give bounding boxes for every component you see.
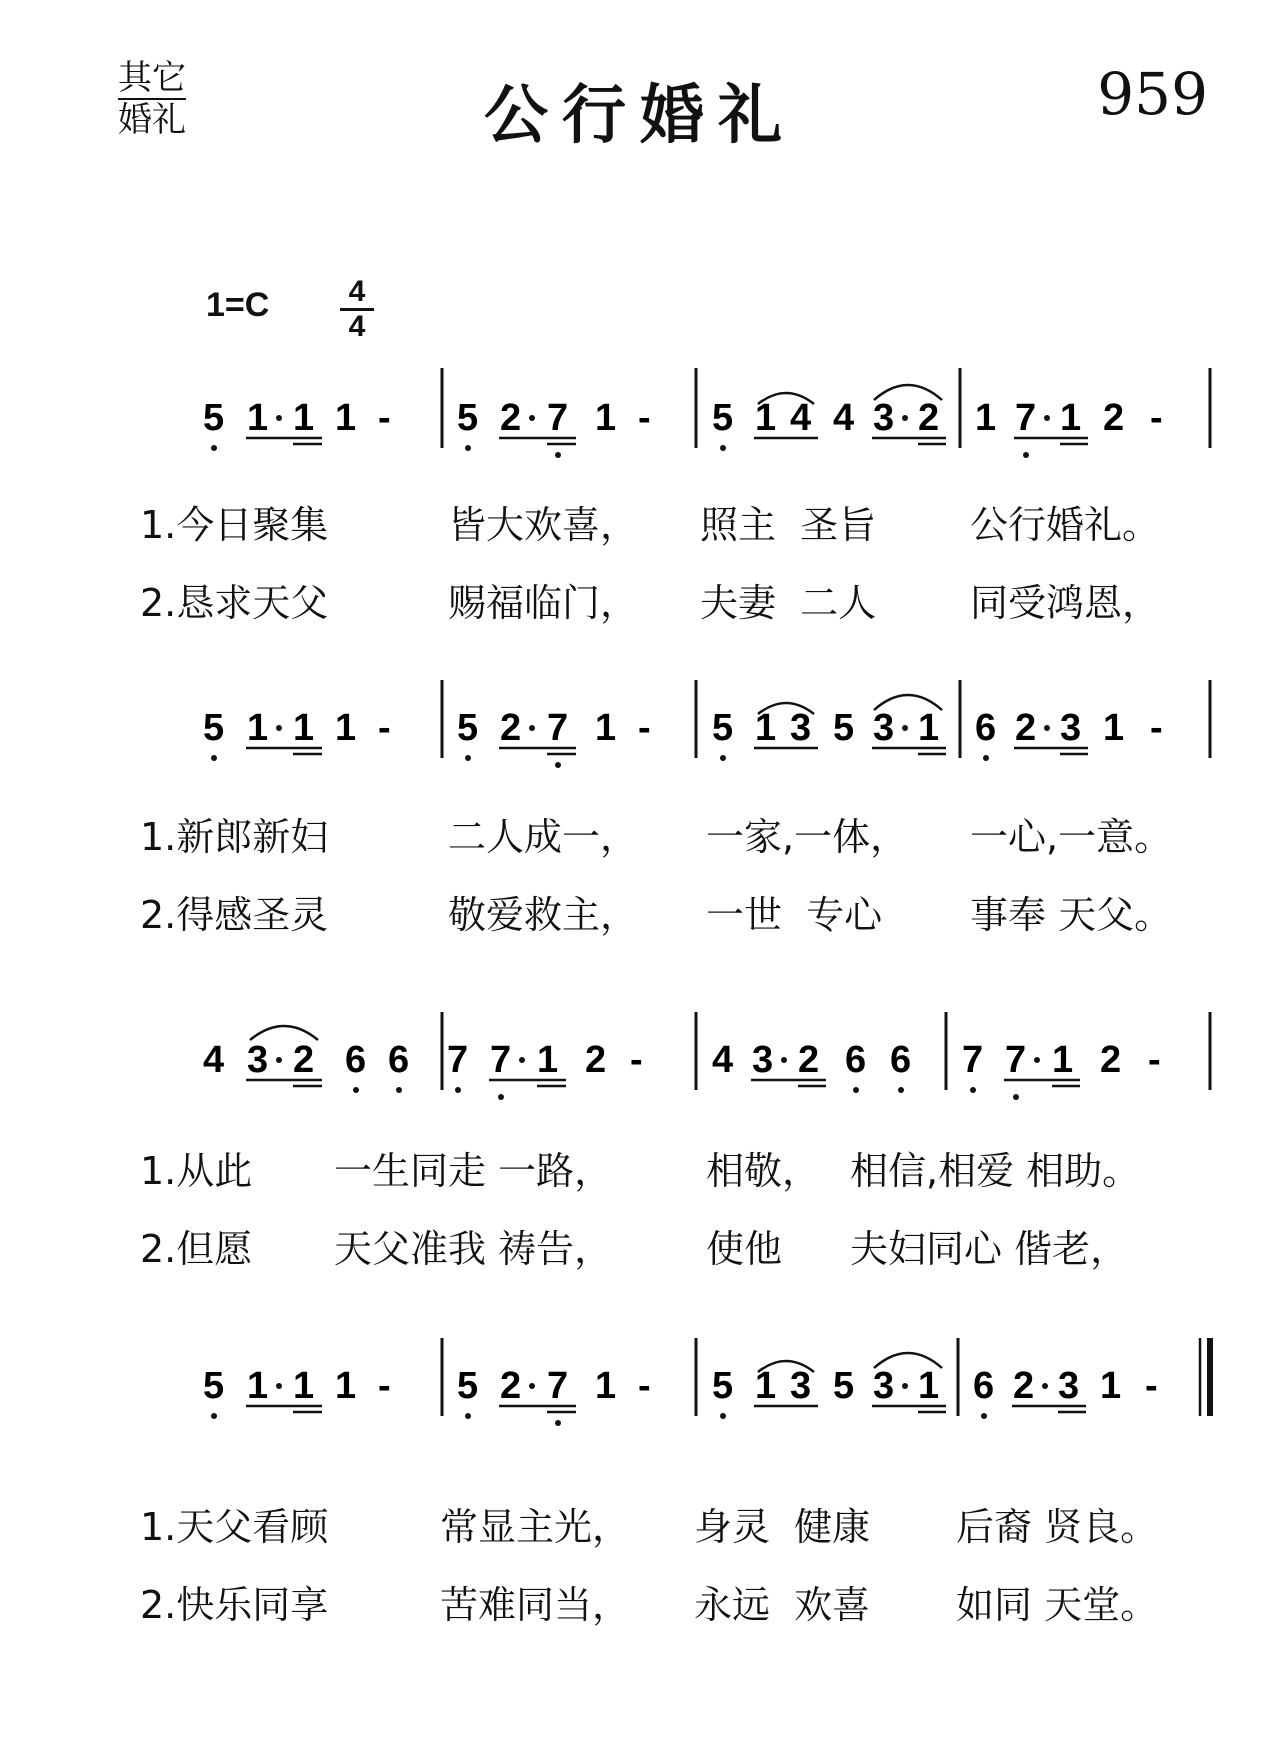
svg-text:-: - <box>638 397 651 439</box>
system-1 <box>203 368 1210 458</box>
svg-text:1: 1 <box>247 707 269 749</box>
svg-text:7: 7 <box>490 1039 512 1081</box>
svg-text:-: - <box>378 1365 391 1407</box>
svg-text:4: 4 <box>790 397 812 439</box>
svg-text:5: 5 <box>203 1365 225 1407</box>
svg-text:7: 7 <box>547 1365 569 1407</box>
svg-text:4: 4 <box>712 1039 734 1081</box>
svg-text:3: 3 <box>790 707 812 749</box>
lyric-s3-v2-m3: 使他 <box>706 1227 783 1271</box>
lyric-s2-v2-m3: 一世 专心 <box>706 893 883 937</box>
svg-text:2: 2 <box>293 1039 315 1081</box>
svg-text:2: 2 <box>798 1039 820 1081</box>
system-3 <box>203 1012 1210 1100</box>
svg-text:2: 2 <box>918 397 940 439</box>
svg-text:3: 3 <box>873 707 895 749</box>
svg-text:7: 7 <box>962 1039 984 1081</box>
svg-text:5: 5 <box>712 1365 734 1407</box>
lyric-s4-v1-m1: 1.天父看顾 <box>140 1505 329 1549</box>
svg-text:5: 5 <box>712 707 734 749</box>
lyric-s3-v2-m2: 天父准我 祷告， <box>334 1227 613 1271</box>
lyric-s2-v1-m1: 1.新郎新妇 <box>140 815 329 859</box>
note: 1 <box>293 397 315 439</box>
lyric-s3-v2-m4: 夫妇同心 偕老， <box>850 1227 1129 1271</box>
lyric-s2-v2-m2: 敬爱救主， <box>448 893 639 937</box>
svg-text:3: 3 <box>1060 707 1082 749</box>
lyric-s1-v1-m2: 皆大欢喜， <box>448 503 639 547</box>
time-signature-top: 4 <box>340 276 374 311</box>
time-signature-bottom: 4 <box>348 310 366 343</box>
lyric-s4-v1-m3: 身灵 健康 <box>694 1505 871 1549</box>
lyric-s4-v2-m4: 如同 天堂。 <box>956 1583 1159 1627</box>
svg-text:1: 1 <box>755 1365 777 1407</box>
svg-text:6: 6 <box>975 707 997 749</box>
svg-text:3: 3 <box>1058 1365 1080 1407</box>
lyric-s1-v2-m3: 夫妻 二人 <box>700 581 877 625</box>
lyric-s2-v1-m2: 二人成一， <box>448 815 639 859</box>
note: 1 <box>335 397 357 439</box>
svg-text:1: 1 <box>335 1365 357 1407</box>
svg-text:6: 6 <box>345 1039 367 1081</box>
svg-text:5: 5 <box>833 707 855 749</box>
svg-text:5: 5 <box>457 707 479 749</box>
svg-text:1: 1 <box>1060 397 1082 439</box>
lyric-s3-v1-m3: 相敬， <box>706 1149 821 1193</box>
lyric-s3-v1-m4: 相信,相爱 相助。 <box>850 1149 1141 1193</box>
svg-text:-: - <box>638 1365 651 1407</box>
svg-text:3: 3 <box>873 397 895 439</box>
lyric-s3-v1-m2: 一生同走 一路， <box>334 1149 613 1193</box>
category-line1: 其它 <box>118 58 186 98</box>
lyric-s1-v2-m4: 同受鸿恩， <box>970 581 1161 625</box>
svg-text:1: 1 <box>293 1365 315 1407</box>
svg-text:-: - <box>378 707 391 749</box>
svg-text:2: 2 <box>1015 707 1037 749</box>
lyric-s2-v1-m3: 一家,一体， <box>706 815 909 859</box>
svg-text:1: 1 <box>1052 1039 1074 1081</box>
key-signature: 1=C <box>206 286 270 324</box>
svg-text:1: 1 <box>595 397 617 439</box>
svg-text:3: 3 <box>873 1365 895 1407</box>
svg-text:1: 1 <box>335 707 357 749</box>
lyric-s1-v2-m2: 赐福临门， <box>448 581 639 625</box>
svg-text:-: - <box>1150 397 1163 439</box>
svg-text:5: 5 <box>457 1365 479 1407</box>
svg-text:2: 2 <box>1013 1365 1035 1407</box>
svg-text:2: 2 <box>1103 397 1125 439</box>
svg-text:2: 2 <box>585 1039 607 1081</box>
note: 5 <box>203 397 225 439</box>
svg-text:6: 6 <box>388 1039 410 1081</box>
svg-text:-: - <box>638 707 651 749</box>
svg-text:-: - <box>1145 1365 1158 1407</box>
svg-text:4: 4 <box>203 1039 225 1081</box>
svg-text:3: 3 <box>247 1039 269 1081</box>
lyric-s3-v2-m1: 2.但愿 <box>140 1227 253 1271</box>
lyric-s4-v2-m2: 苦难同当， <box>440 1583 631 1627</box>
svg-text:1: 1 <box>1100 1365 1122 1407</box>
svg-text:1: 1 <box>595 707 617 749</box>
svg-text:1: 1 <box>595 1365 617 1407</box>
svg-text:2: 2 <box>500 707 522 749</box>
page-title: 公行婚礼 <box>484 79 796 153</box>
svg-text:1: 1 <box>975 397 997 439</box>
system-2 <box>203 680 1210 768</box>
note: - <box>378 397 391 439</box>
svg-text:7: 7 <box>547 707 569 749</box>
svg-text:2: 2 <box>1100 1039 1122 1081</box>
lyric-s4-v2-m3: 永远 欢喜 <box>694 1583 871 1627</box>
svg-text:1: 1 <box>1103 707 1125 749</box>
svg-text:1: 1 <box>247 1365 269 1407</box>
svg-text:-: - <box>630 1039 643 1081</box>
lyric-s4-v2-m1: 2.快乐同享 <box>140 1583 329 1627</box>
svg-text:5: 5 <box>833 1365 855 1407</box>
lyric-s2-v1-m4: 一心,一意。 <box>970 815 1173 859</box>
svg-text:1: 1 <box>918 707 940 749</box>
svg-text:1: 1 <box>755 397 777 439</box>
svg-text:4: 4 <box>833 397 855 439</box>
lyric-s3-v1-m1: 1.从此 <box>140 1149 253 1193</box>
lyric-s4-v1-m2: 常显主光， <box>440 1505 631 1549</box>
svg-text:1: 1 <box>293 707 315 749</box>
lyric-s2-v2-m4: 事奉 天父。 <box>970 893 1173 937</box>
svg-text:5: 5 <box>712 397 734 439</box>
svg-text:7: 7 <box>1005 1039 1027 1081</box>
svg-text:3: 3 <box>790 1365 812 1407</box>
svg-text:5: 5 <box>457 397 479 439</box>
svg-text:6: 6 <box>845 1039 867 1081</box>
svg-text:1: 1 <box>537 1039 559 1081</box>
note: 1 <box>247 397 269 439</box>
lyric-s1-v2-m1: 2.恳求天父 <box>140 581 329 625</box>
lyric-s4-v1-m4: 后裔 贤良。 <box>956 1505 1159 1549</box>
svg-text:5: 5 <box>203 707 225 749</box>
system-4 <box>203 1338 1210 1426</box>
category-line2: 婚礼 <box>118 100 186 140</box>
svg-text:3: 3 <box>752 1039 774 1081</box>
svg-text:6: 6 <box>973 1365 995 1407</box>
svg-text:6: 6 <box>890 1039 912 1081</box>
lyric-s1-v1-m4: 公行婚礼。 <box>970 503 1161 547</box>
svg-text:-: - <box>1148 1039 1161 1081</box>
lyric-s1-v1-m1: 1.今日聚集 <box>140 503 329 547</box>
svg-text:2: 2 <box>500 1365 522 1407</box>
svg-text:7: 7 <box>447 1039 469 1081</box>
svg-text:2: 2 <box>500 397 522 439</box>
hymn-number: 959 <box>1097 60 1208 128</box>
lyric-s2-v2-m1: 2.得感圣灵 <box>140 893 329 937</box>
lyric-s1-v1-m3: 照主 圣旨 <box>700 503 877 547</box>
svg-text:7: 7 <box>1015 397 1037 439</box>
svg-text:-: - <box>1150 707 1163 749</box>
svg-text:1: 1 <box>918 1365 940 1407</box>
svg-text:7: 7 <box>547 397 569 439</box>
svg-text:1: 1 <box>755 707 777 749</box>
low-octave-dot <box>211 445 217 451</box>
